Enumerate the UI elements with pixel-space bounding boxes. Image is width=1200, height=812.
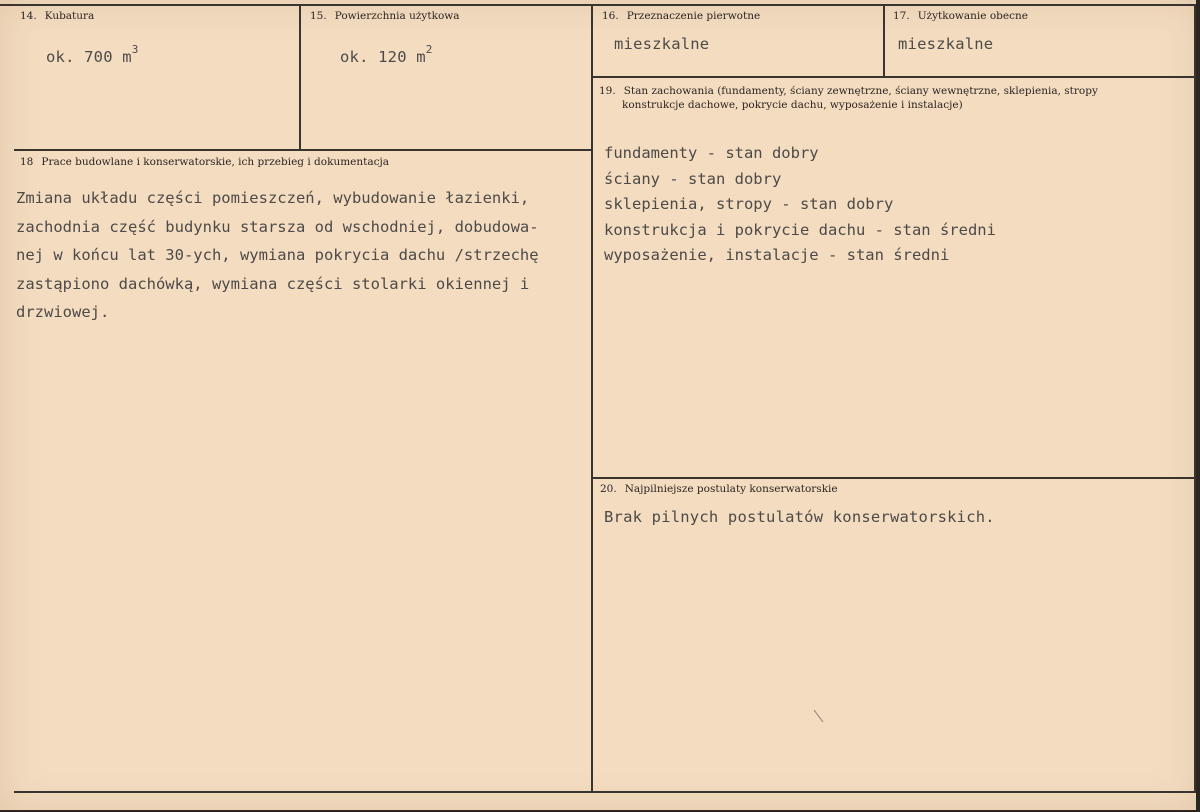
field-15-superscript: 2 <box>425 43 433 56</box>
field-15-value <box>340 43 433 67</box>
field-18-number: 18 <box>20 156 34 168</box>
divider-14-15 <box>299 4 301 150</box>
field-14-label <box>20 9 94 23</box>
field-17-title: Użytkowanie obecne <box>917 10 1028 22</box>
rule-under-14-15 <box>14 149 592 151</box>
field-19-label-line2: konstrukcje dachowe, pokrycie dachu, wyposażenie i instalacje) <box>622 99 963 111</box>
condition-line: ściany - stan dobry <box>604 169 782 188</box>
bottom-rule <box>14 791 1196 793</box>
field-19-title-line1: Stan zachowania (fundamenty, ściany zewnętrzne, ściany wewnętrzne, sklepienia, stropy <box>623 85 1098 97</box>
field-20-value: Brak pilnych postulatów konserwatorskich. <box>604 508 995 526</box>
field-16-label <box>602 9 760 23</box>
field-15-title: Powierzchnia użytkowa <box>334 10 460 22</box>
field-14-number: 14. <box>20 10 37 22</box>
field-14-title: Kubatura <box>44 10 95 22</box>
works-line: drzwiowej. <box>16 303 110 321</box>
field-16-number: 16. <box>602 10 619 22</box>
scan-edge-right <box>1196 0 1200 812</box>
field-14-value <box>46 43 139 67</box>
field-19-condition-list <box>604 141 996 269</box>
field-20-title: Najpilniejsze postulaty konserwatorskie <box>624 483 838 495</box>
condition-line: fundamenty - stan dobry <box>604 144 819 162</box>
main-vertical-divider <box>591 4 593 792</box>
divider-16-17 <box>883 4 885 76</box>
condition-line: konstrukcja i pokrycie dachu - stan średni <box>604 220 996 239</box>
field-20-label <box>600 482 838 496</box>
field-15-label <box>310 9 460 23</box>
field-18-title: Prace budowlane i konserwatorskie, ich przebieg i dokumentacja <box>41 156 390 168</box>
field-14-value-text: ok. 700 m <box>46 48 132 67</box>
rule-under-16-17 <box>592 76 1196 78</box>
pencil-mark <box>812 708 826 724</box>
field-17-number: 17. <box>893 10 910 22</box>
field-18-label <box>20 155 389 169</box>
works-line: nej w końcu lat 30-ych, wymiana pokrycia dachu /strzechę <box>16 246 539 264</box>
field-16-value: mieszkalne <box>614 35 710 53</box>
condition-line: wyposażenie, instalacje - stan średni <box>604 246 950 264</box>
rule-under-19 <box>592 477 1196 479</box>
works-line: zastąpiono dachówką, wymiana części stolarki okiennej i <box>16 274 530 293</box>
field-16-title: Przeznaczenie pierwotne <box>626 10 761 22</box>
works-line: Zmiana układu części pomieszczeń, wybudowanie łazienki, <box>16 189 530 207</box>
field-15-value-text: ok. 120 m <box>340 48 426 67</box>
condition-line: sklepienia, stropy - stan dobry <box>604 195 894 213</box>
field-19-label <box>599 84 1098 98</box>
field-17-value: mieszkalne <box>898 35 994 53</box>
field-20-number: 20. <box>600 483 617 495</box>
field-14-superscript: 3 <box>131 43 139 56</box>
field-18-text <box>16 184 591 327</box>
field-19-number: 19. <box>599 85 616 97</box>
field-17-label <box>893 9 1028 23</box>
works-line: zachodnia część budynku starsza od wschodniej, dobudowa- <box>16 217 539 236</box>
field-15-number: 15. <box>310 10 327 22</box>
top-rule <box>0 4 1196 6</box>
